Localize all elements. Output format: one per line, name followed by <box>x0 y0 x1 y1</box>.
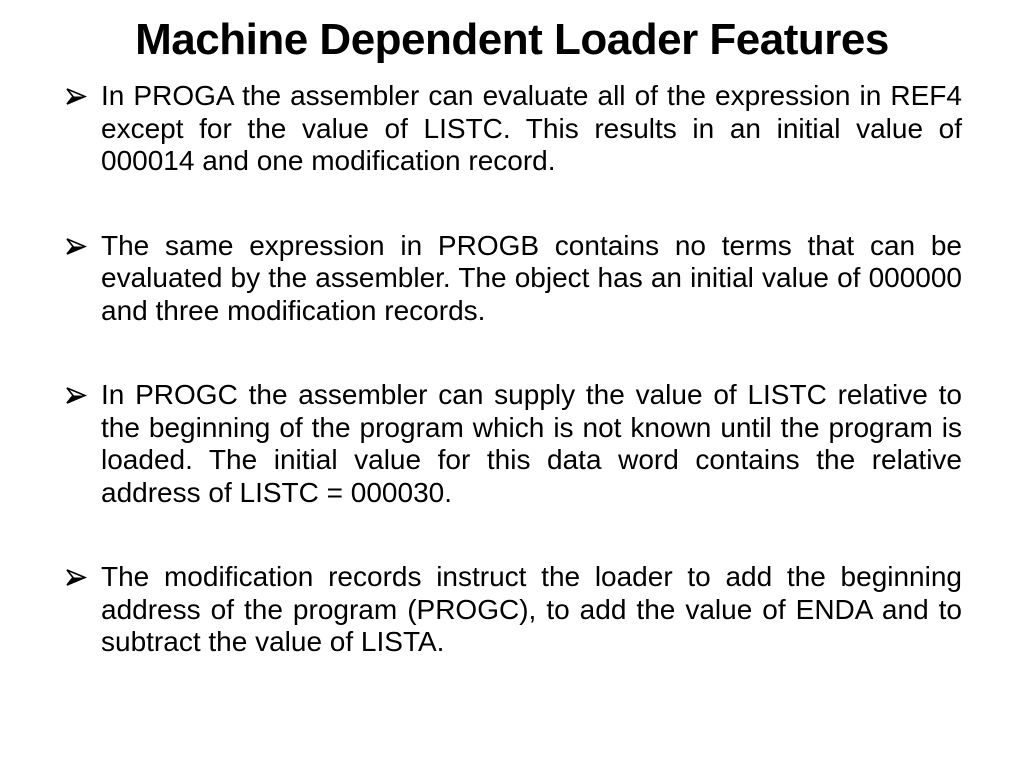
list-item <box>62 561 962 659</box>
arrowhead-bullet-icon <box>65 238 87 255</box>
page-title: Machine Dependent Loader Features <box>135 15 889 64</box>
list-item <box>62 80 962 178</box>
arrowhead-bullet-icon <box>65 569 87 586</box>
list-item <box>62 230 962 328</box>
bullet-text: In PROGC the assembler can supply the value of LISTC relative to the beginning of the program which is not known until the program is loaded. The initial value for this data word contains the relative address of LISTC = 000030. <box>101 379 962 508</box>
bullet-list <box>62 80 962 659</box>
bullet-text: In PROGA the assembler can evaluate all of the expression in REF4 except for the value of LISTC. This results in an initial value of 000014 and one modification record. <box>101 80 962 176</box>
list-item <box>62 379 962 509</box>
bullet-text: The same expression in PROGB contains no terms that can be evaluated by the assembler. The object has an initial value of 000000 and three modification records. <box>101 229 962 326</box>
arrowhead-bullet-icon <box>65 88 87 105</box>
arrowhead-bullet-icon <box>65 387 87 404</box>
bullet-text: The modification records instruct the loader to add the beginning address of the program (PROGC), to add the value of ENDA and to subtract the value of LISTA. <box>101 561 962 657</box>
